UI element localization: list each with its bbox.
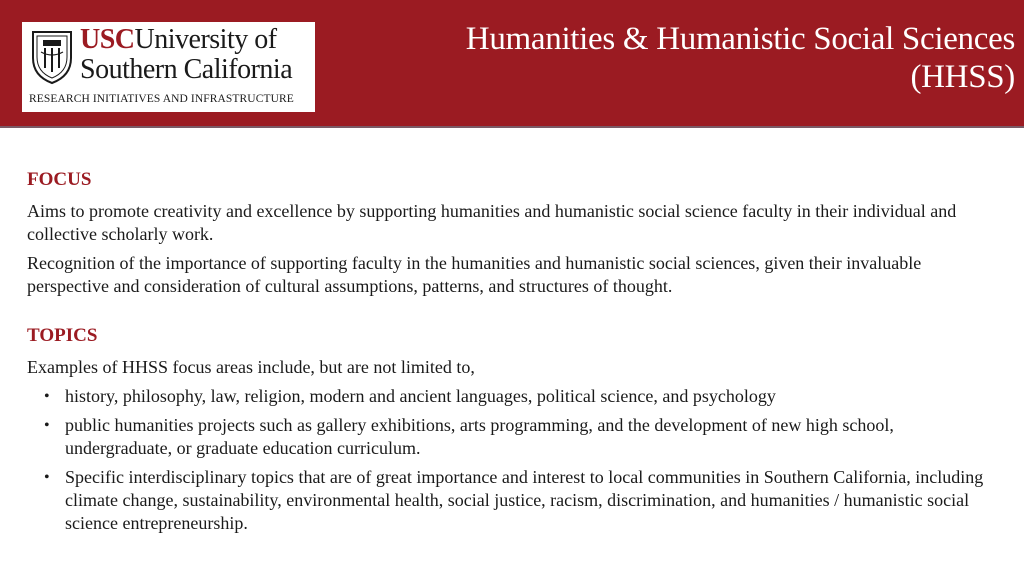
list-item bbox=[27, 466, 997, 535]
logo-wordmark-top bbox=[80, 24, 277, 56]
logo-southern-california-text: Southern California bbox=[80, 54, 293, 85]
logo-usc-text: USC bbox=[80, 24, 135, 55]
focus-paragraph-2: Recognition of the importance of supporting faculty in the humanities and humanistic social sciences, given their invaluable perspective and consideration of cultural assumptions, patterns, and structures of thought. bbox=[27, 253, 922, 296]
bullet-icon: • bbox=[44, 417, 50, 434]
logo-subtitle: RESEARCH INITIATIVES AND INFRASTRUCTURE bbox=[29, 93, 294, 105]
bullet-icon: • bbox=[44, 469, 50, 486]
list-item-text: history, philosophy, law, religion, modern and ancient languages, political science, and psychology bbox=[65, 386, 776, 406]
focus-paragraph-1: Aims to promote creativity and excellence by supporting humanities and humanistic social science faculty in their individual and collective scholarly work. bbox=[27, 201, 957, 244]
topics-intro: Examples of HHSS focus areas include, but are not limited to, bbox=[27, 357, 475, 377]
topics-list bbox=[27, 385, 997, 535]
list-item-text: public humanities projects such as gallery exhibitions, arts programming, and the development of new high school, undergraduate, or graduate education curriculum. bbox=[65, 415, 894, 458]
header-banner bbox=[0, 0, 1024, 128]
list-item-text: Specific interdisciplinary topics that are of great importance and interest to local communities in Southern California, including climate change, sustainability, environmental health, social justice, racism, discrimination, and humanities / humanistic social science entrepreneurship. bbox=[65, 467, 984, 533]
slide-body bbox=[27, 168, 997, 541]
list-item bbox=[27, 414, 997, 460]
usc-seal-icon bbox=[29, 28, 75, 86]
focus-heading: FOCUS bbox=[27, 169, 92, 190]
topics-heading: TOPICS bbox=[27, 325, 98, 346]
bullet-icon: • bbox=[44, 388, 50, 405]
page-title: Humanities & Humanistic Social Sciences (HHSS) bbox=[465, 21, 1015, 95]
list-item bbox=[27, 385, 997, 408]
usc-logo bbox=[22, 22, 315, 112]
logo-university-text: University of bbox=[134, 24, 277, 55]
